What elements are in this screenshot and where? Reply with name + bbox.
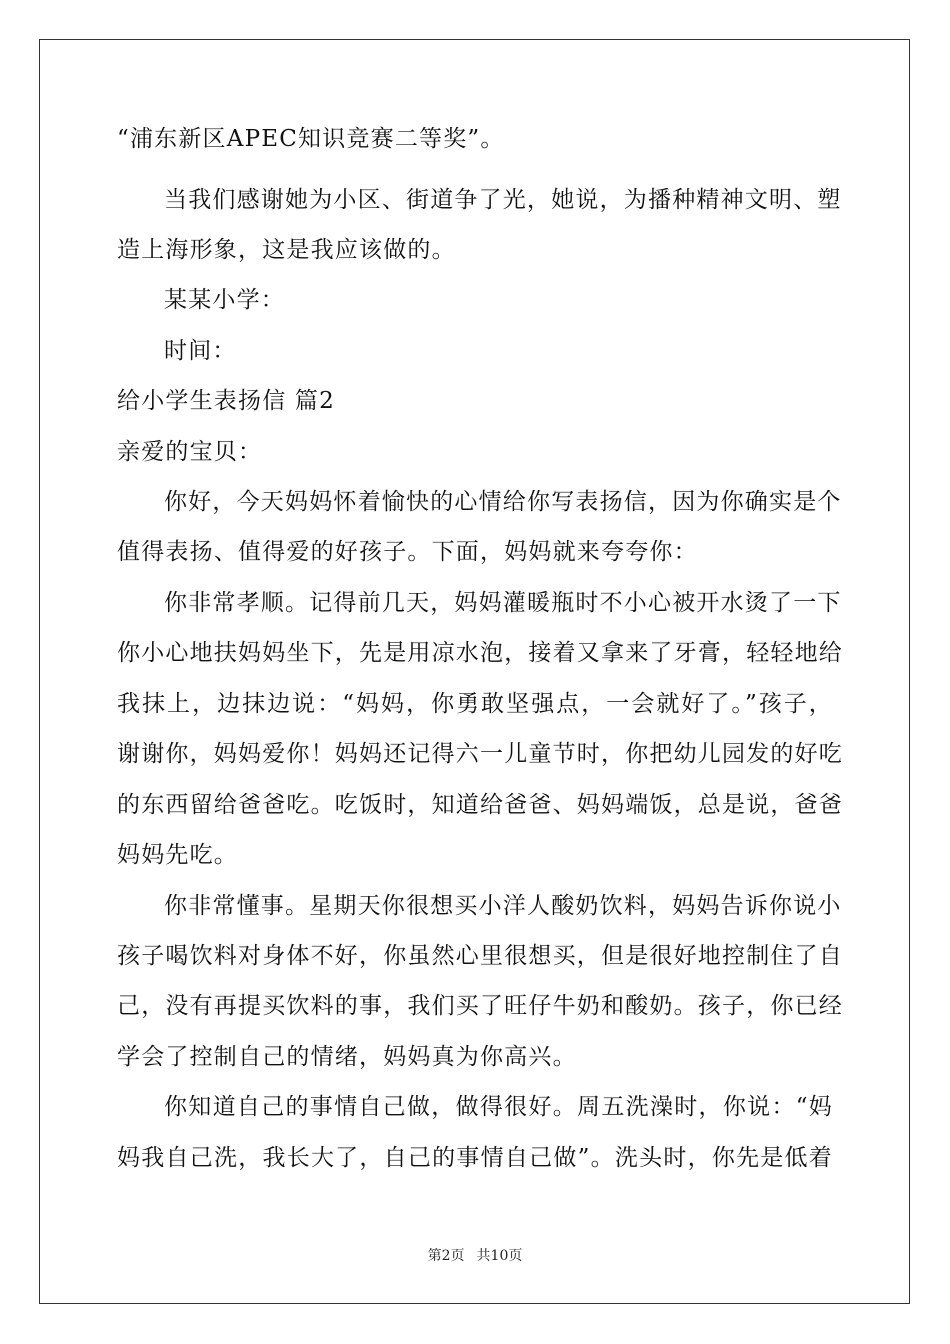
text-line: “浦东新区APEC知识竞赛二等奖”。	[117, 126, 505, 152]
text-line: 你好，今天妈妈怀着愉快的心情给你写表扬信，因为你确实是个	[164, 489, 842, 515]
signature-school: 某某小学：	[164, 287, 285, 313]
text-line: 值得表扬、值得爱的好孩子。下面，妈妈就来夸夸你：	[117, 539, 698, 565]
text-line: 你非常懂事。星期天你很想买小洋人酸奶饮料，妈妈告诉你说小	[164, 893, 842, 919]
signature-date: 时间：	[164, 338, 237, 364]
text-line: 学会了控制自己的情绪，妈妈真为你高兴。	[117, 1044, 577, 1070]
text-line: 造上海形象，这是我应该做的。	[117, 237, 456, 263]
text-line: 当我们感谢她为小区、街道争了光，她说，为播种精神文明、塑	[164, 187, 842, 213]
section-title: 给小学生表扬信 篇2	[117, 388, 335, 414]
salutation: 亲爱的宝贝：	[117, 439, 263, 465]
text-line: 你知道自己的事情自己做，做得很好。周五洗澡时，你说：“妈	[164, 1094, 833, 1120]
text-line: 孩子喝饮料对身体不好，你虽然心里很想买，但是很好地控制住了自	[117, 943, 843, 969]
text-line: 的东西留给爸爸吃。吃饭时，知道给爸爸、妈妈端饭，总是说，爸爸	[117, 792, 843, 818]
text-line: 己，没有再提买饮料的事，我们买了旺仔牛奶和酸奶。孩子，你已经	[117, 993, 843, 1019]
text-line: 你小心地扶妈妈坐下，先是用凉水泡，接着又拿来了牙膏，轻轻地给	[117, 640, 843, 666]
text-line: 谢谢你，妈妈爱你！妈妈还记得六一儿童节时，你把幼儿园发的好吃	[117, 741, 843, 767]
page-number: 第2页	[427, 1248, 465, 1264]
text-line: 妈妈先吃。	[117, 842, 238, 868]
page-total: 共10页	[476, 1248, 523, 1264]
page-footer	[0, 1247, 950, 1265]
text-line: 妈我自己洗，我长大了，自己的事情自己做”。洗头时，你先是低着	[117, 1145, 833, 1171]
text-line: 我抹上，边抹边说：“妈妈，你勇敢坚强点，一会就好了。”孩子，	[117, 691, 833, 717]
text-line: 你非常孝顺。记得前几天，妈妈灌暖瓶时不小心被开水烫了一下	[164, 590, 842, 616]
